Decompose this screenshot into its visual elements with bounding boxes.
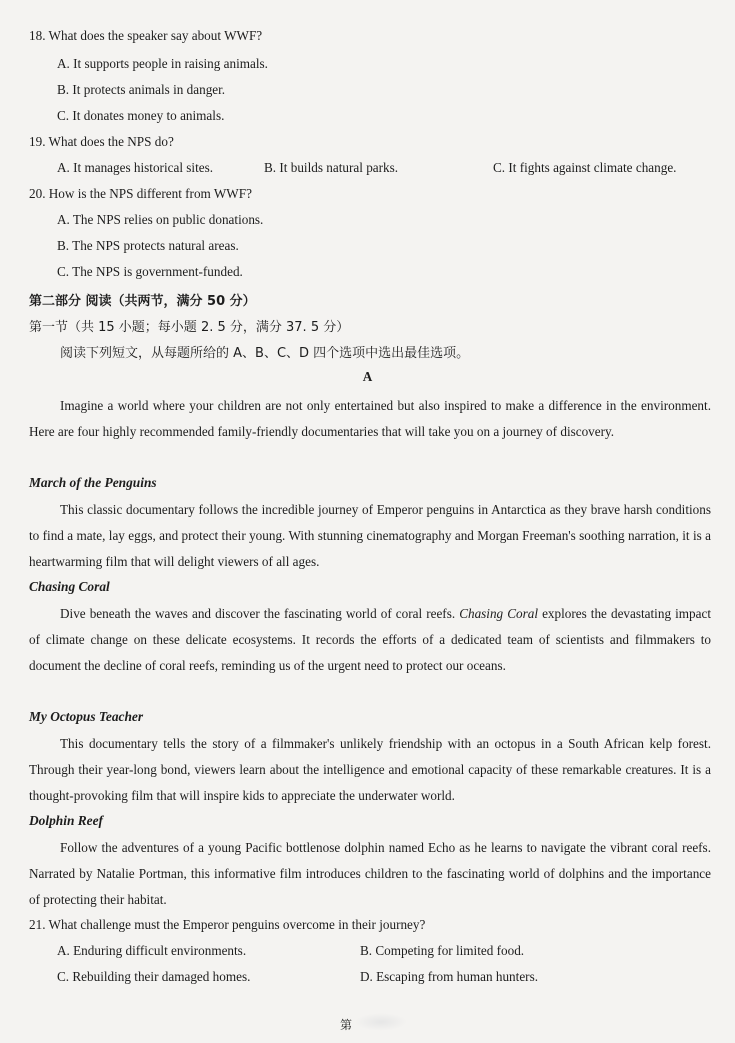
question-21-option-b: B. Competing for limited food. [360, 943, 525, 958]
question-19-option-b: B. It builds natural parks. [264, 160, 399, 175]
film-title-my-octopus-teacher: My Octopus Teacher [29, 709, 144, 724]
film-title-chasing-coral: Chasing Coral [29, 579, 110, 594]
question-18-option-b: B. It protects animals in danger. [57, 82, 226, 97]
subsection-heading: 第一节（共 15 小题；每小题 2. 5 分，满分 37. 5 分） [29, 320, 350, 335]
question-19-option-a: A. It manages historical sites. [57, 160, 214, 175]
film-description-dolphin-reef [29, 835, 711, 913]
question-21-stem: 21. What challenge must the Emperor penguins overcome in their journey? [29, 917, 426, 932]
question-20-stem: 20. How is the NPS different from WWF? [29, 186, 252, 201]
question-18-option-a: A. It supports people in raising animals. [57, 56, 268, 71]
film-text-part: Dive beneath the waves and discover the fascinating world of coral reefs. [60, 606, 460, 621]
film-title-dolphin-reef: Dolphin Reef [29, 813, 104, 828]
question-19-stem: 19. What does the NPS do? [29, 134, 174, 149]
question-21-option-d: D. Escaping from human hunters. [360, 969, 538, 984]
film-description-march-of-the-penguins [29, 497, 711, 575]
question-20-option-a: A. The NPS relies on public donations. [57, 212, 264, 227]
question-21-option-a: A. Enduring difficult environments. [57, 943, 247, 958]
film-text-italic-title: Chasing Coral [459, 606, 538, 621]
film-text: Follow the adventures of a young Pacific bottlenose dolphin named Echo as he learns to navigate the vibrant coral reefs. Narrated by Natalie Portman, this informative film introduces children to the fascinating world of dolphins and the importance of protecting their habitat. [29, 840, 711, 908]
question-21-option-c: C. Rebuilding their damaged homes. [57, 969, 251, 984]
film-text [29, 601, 711, 679]
passage-label: A [362, 369, 373, 384]
page-number: 第 [340, 1018, 353, 1032]
question-20-option-b: B. The NPS protects natural areas. [57, 238, 239, 253]
passage-intro [29, 393, 711, 445]
question-19-option-c: C. It fights against climate change. [493, 160, 677, 175]
film-title-march-of-the-penguins: March of the Penguins [29, 475, 157, 490]
film-text-part: explores the devastating impact of climate change on these delicate ecosystems. It records the efforts of a dedicated team of scientists and filmmakers to document the decline of coral reefs, reminding us of the urgent need to protect our oceans. [29, 606, 711, 674]
film-description-my-octopus-teacher [29, 731, 711, 809]
film-text: This classic documentary follows the incredible journey of Emperor penguins in Antarctica as they brave harsh conditions to find a mate, lay eggs, and protect their young. With stunning cinematography and Morgan Freeman's soothing narration, it is a heartwarming film that will delight viewers of all ages. [29, 502, 711, 570]
section-heading: 第二部分 阅读（共两节，满分 50 分） [29, 294, 256, 309]
question-18-option-c: C. It donates money to animals. [57, 108, 225, 123]
question-20-option-c: C. The NPS is government-funded. [57, 264, 243, 279]
smudge-mark [355, 1013, 407, 1031]
question-18-stem: 18. What does the speaker say about WWF? [29, 28, 263, 43]
film-description-chasing-coral [29, 601, 711, 679]
intro-text: Imagine a world where your children are not only entertained but also inspired to make a difference in the environment. Here are four highly recommended family-friendly documentaries that will take you on a journey of discovery. [29, 398, 711, 440]
reading-instruction: 阅读下列短文，从每题所给的 A、B、C、D 四个选项中选出最佳选项。 [60, 346, 470, 361]
film-text: This documentary tells the story of a filmmaker's unlikely friendship with an octopus in a South African kelp forest. Through their year-long bond, viewers learn about the intelligence and emotional capacity of these remarkable creatures. It is a thought-provoking film that will inspire kids to appreciate the underwater world. [29, 736, 711, 804]
